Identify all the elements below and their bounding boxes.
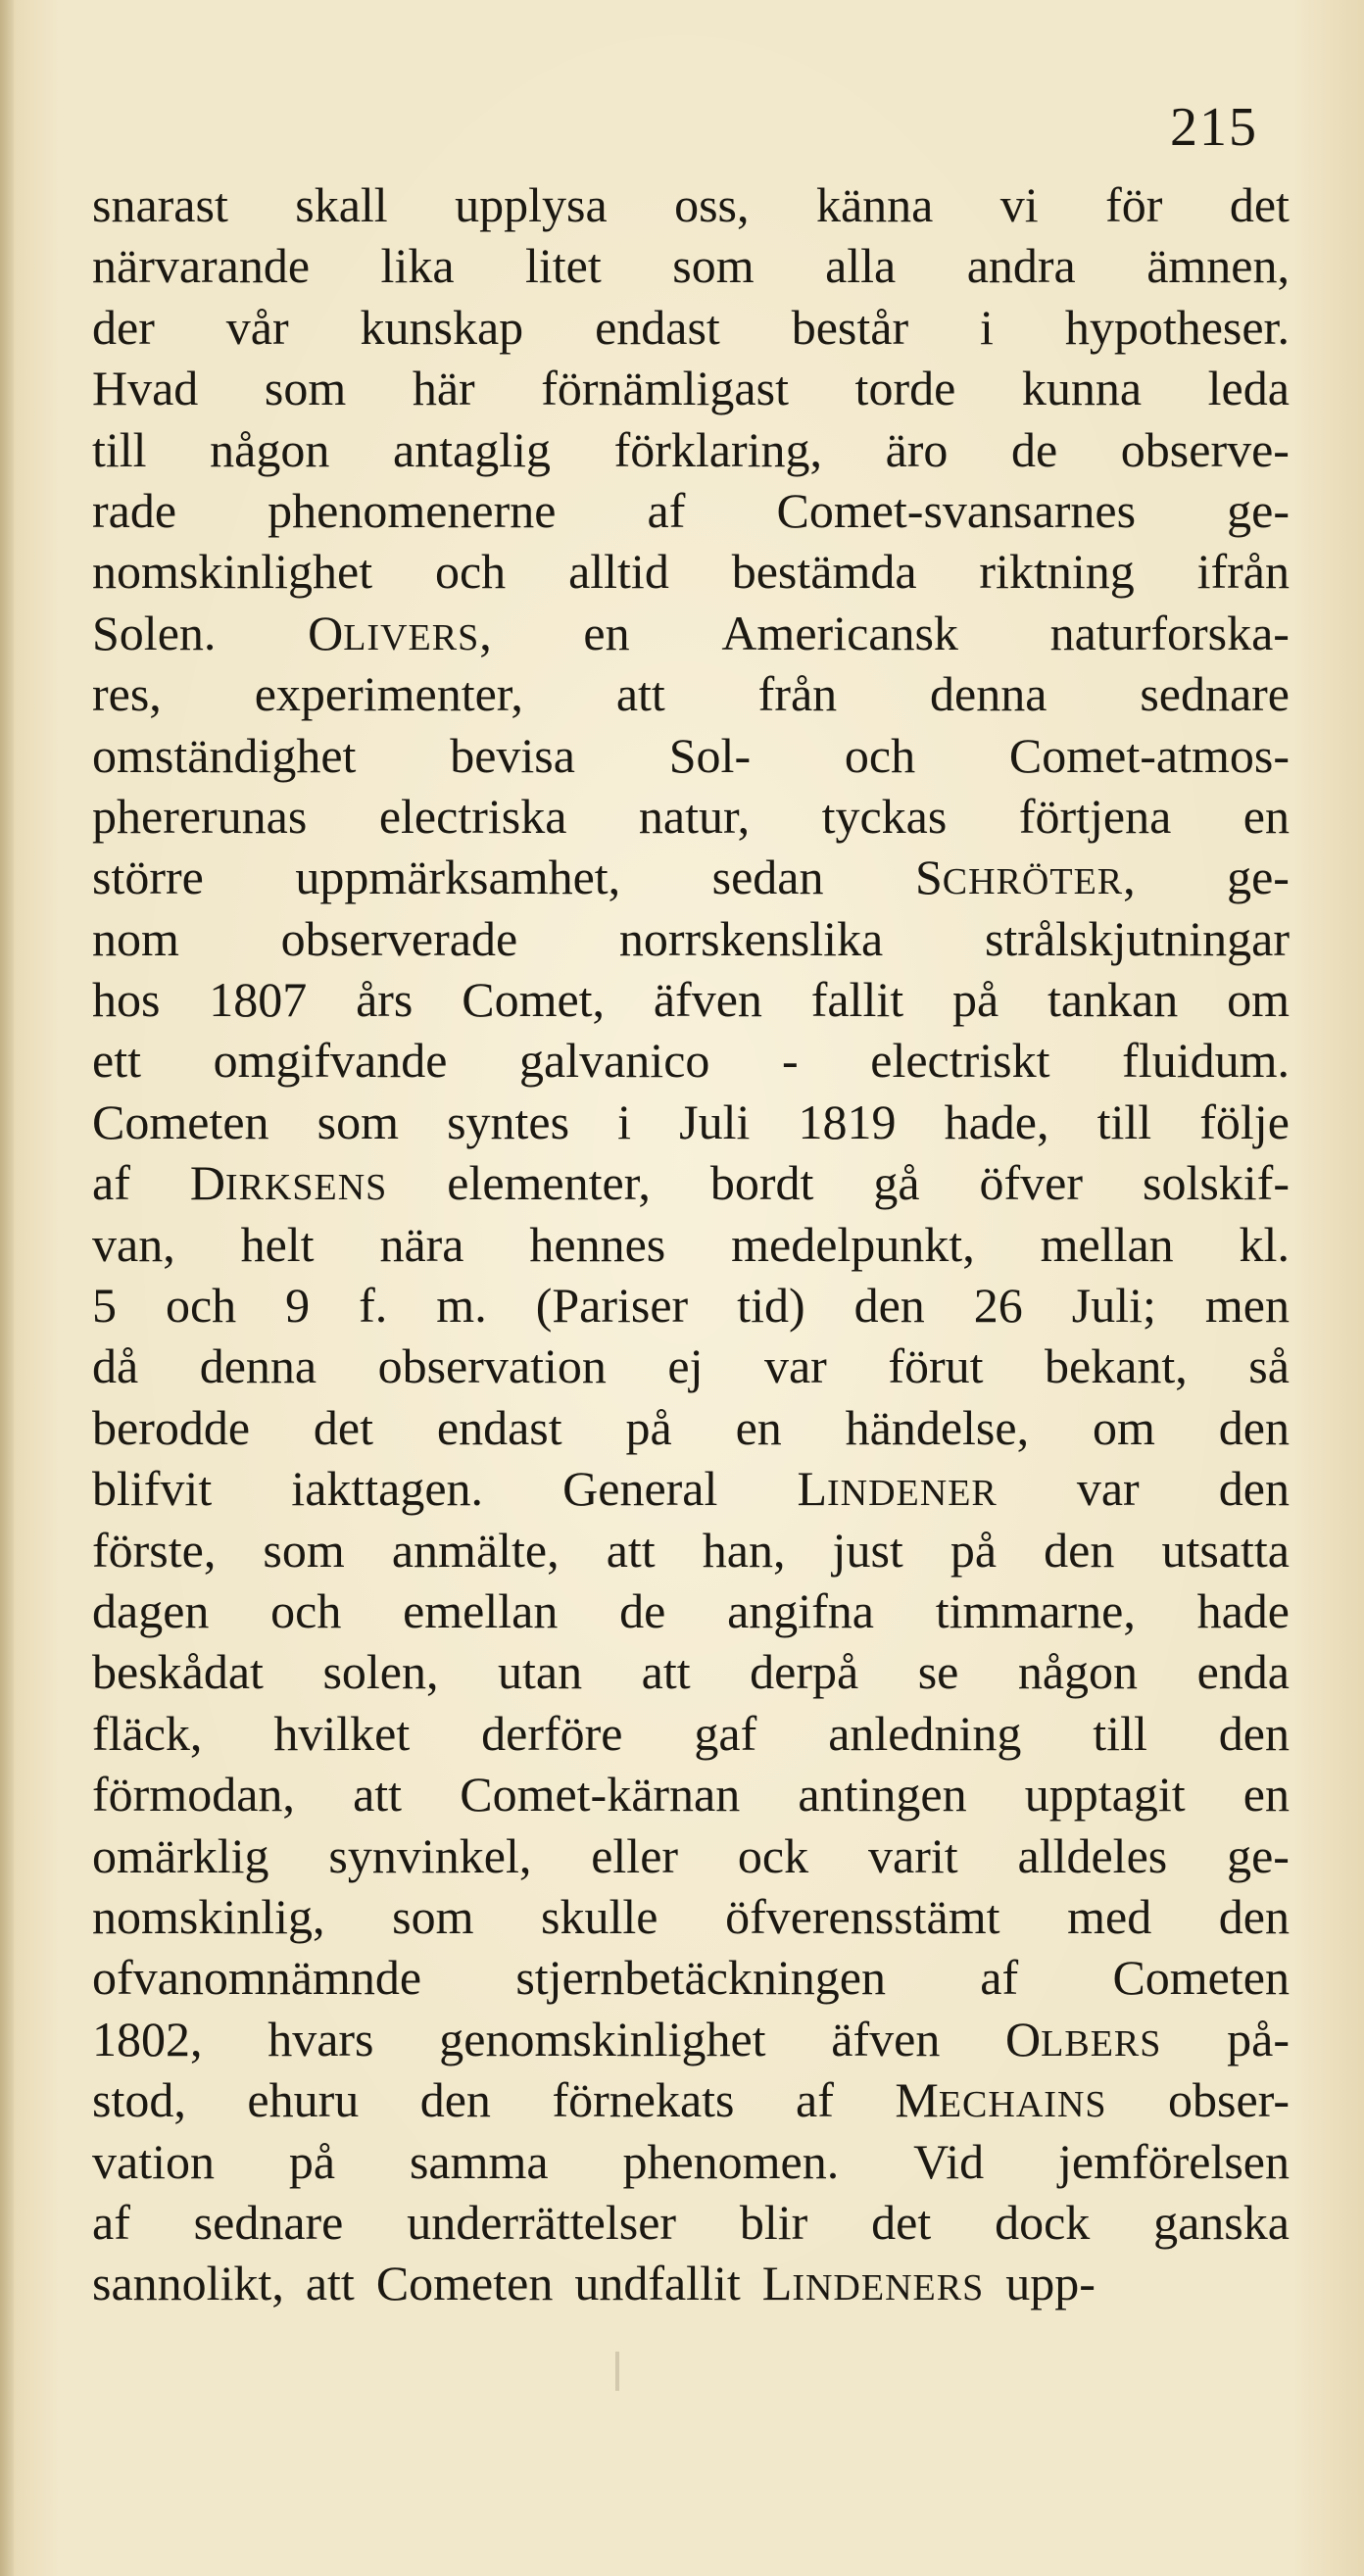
word: består [791, 299, 909, 355]
text-line [92, 480, 1290, 541]
word: riktning [979, 544, 1135, 600]
word: OLIVERS, [308, 605, 492, 660]
word: af [796, 2072, 834, 2128]
word: derpå [750, 1644, 859, 1700]
text-line [92, 2009, 1290, 2069]
word: emellan [403, 1582, 559, 1638]
word: f. [359, 1278, 388, 1334]
word: ehuru [247, 2072, 360, 2128]
word: Juli [679, 1094, 751, 1149]
text-line [92, 1397, 1290, 1458]
word: den [1044, 1522, 1115, 1578]
word: hade, [944, 1094, 1049, 1149]
word: samma [409, 2133, 549, 2189]
word: galvanico [519, 1033, 710, 1089]
word: att [305, 2256, 355, 2311]
word: äfven [653, 972, 762, 1028]
word: någon [210, 421, 330, 477]
word: en [735, 1399, 782, 1455]
word: om [1227, 972, 1290, 1028]
word: blir [739, 2194, 808, 2250]
text-line [92, 2131, 1290, 2192]
word: torde [854, 361, 956, 416]
word: utan [498, 1644, 583, 1700]
text-line [92, 1764, 1290, 1824]
word: - [782, 1033, 799, 1089]
word: mellan [1040, 1216, 1174, 1272]
word: större [92, 850, 204, 905]
word: MECHAINS [895, 2072, 1107, 2128]
word: observerade [280, 910, 518, 966]
text-line [92, 1947, 1290, 2008]
word: från [757, 666, 838, 722]
text-line [92, 2253, 1290, 2313]
word: kl. [1239, 1216, 1290, 1272]
word: nära [379, 1216, 464, 1272]
word: upp- [1005, 2256, 1096, 2311]
word: Comet-kärnan [460, 1767, 741, 1823]
word: äfven [831, 2011, 941, 2066]
body-text [92, 174, 1290, 2314]
ink-smudge [615, 2352, 619, 2391]
word: och [270, 1582, 342, 1638]
word: blifvit [92, 1461, 213, 1517]
word: nom [92, 910, 179, 966]
word: timmarne, [935, 1582, 1136, 1638]
text-line [92, 847, 1290, 907]
word: antaglig [392, 421, 551, 477]
word: sannolikt, [92, 2256, 284, 2311]
word: de [619, 1582, 666, 1638]
word: m. [436, 1278, 487, 1334]
word: denna [930, 666, 1047, 722]
word: kunskap [360, 299, 524, 355]
word: strålskjutningar [984, 910, 1290, 966]
text-line [92, 663, 1290, 724]
word: de [1011, 421, 1058, 477]
text-line [92, 358, 1290, 418]
word: en [1242, 1767, 1290, 1823]
word: utsatta [1161, 1522, 1290, 1578]
word: som [263, 1522, 345, 1578]
word: derföre [481, 1705, 623, 1761]
text-line [92, 786, 1290, 847]
word: var [763, 1338, 827, 1394]
word: Americansk [721, 605, 958, 660]
word: som [264, 361, 347, 416]
word: till [1093, 1705, 1147, 1761]
word: den [1218, 1705, 1290, 1761]
word: andra [966, 238, 1076, 294]
word: äro [885, 421, 949, 477]
word: hvars [268, 2011, 374, 2066]
text-line [92, 1092, 1290, 1152]
text-line [92, 174, 1290, 235]
word: leda [1207, 361, 1290, 416]
text-line [92, 1275, 1290, 1336]
word: Sol- [668, 727, 752, 783]
word: berodde [92, 1399, 251, 1455]
word: förmodan, [92, 1767, 295, 1823]
word: det [1229, 177, 1290, 232]
word: vi [999, 177, 1039, 232]
word: förklaring, [613, 421, 823, 477]
word: ge- [1227, 482, 1290, 538]
word: Vid [913, 2133, 985, 2189]
word: uppmärksamhet, [295, 850, 621, 905]
word: varit [868, 1827, 958, 1883]
word: SCHRÖTER, [914, 850, 1136, 905]
word: och [844, 727, 916, 783]
word: electriskt [870, 1033, 1050, 1089]
word: obser- [1168, 2072, 1290, 2128]
text-line [92, 969, 1290, 1030]
word: experimenter, [254, 666, 523, 722]
word: ge- [1227, 850, 1290, 905]
word: hos [92, 972, 161, 1028]
word: det [871, 2194, 932, 2250]
word: observation [377, 1338, 607, 1394]
word: förtjena [1018, 788, 1172, 844]
text-line [92, 1458, 1290, 1519]
text-line [92, 419, 1290, 480]
word: af [647, 482, 686, 538]
word: jemförelsen [1057, 2133, 1290, 2189]
word: sednare [193, 2194, 344, 2250]
word: ock [737, 1827, 809, 1883]
word: och [165, 1278, 237, 1334]
page-number: 215 [1170, 97, 1258, 158]
word: Comet, [462, 972, 606, 1028]
word: Solen. [92, 605, 217, 660]
word: ganska [1153, 2194, 1290, 2250]
text-line [92, 725, 1290, 786]
word: nomskinlig, [92, 1888, 325, 1944]
word: LINDENER [797, 1461, 998, 1517]
text-line [92, 1152, 1290, 1213]
word: litet [525, 238, 602, 294]
word: gå [873, 1155, 920, 1211]
word: skall [295, 177, 388, 232]
word: den [1218, 1461, 1290, 1517]
text-line [92, 235, 1290, 296]
word: fläck, [92, 1705, 203, 1761]
word: ej [667, 1338, 704, 1394]
word: då [92, 1338, 139, 1394]
word: alla [825, 238, 897, 294]
word: 1802, [92, 2011, 203, 2066]
word: omärklig [92, 1827, 269, 1883]
word: naturforska- [1049, 605, 1290, 660]
word: sedan [711, 850, 824, 905]
word: ämnen, [1146, 238, 1290, 294]
word: förnekats [552, 2072, 735, 2128]
word: kunna [1021, 361, 1143, 416]
word: bevisa [450, 727, 575, 783]
word: så [1248, 1338, 1290, 1394]
word: alltid [568, 544, 669, 600]
word: förste, [92, 1522, 217, 1578]
word: ofvanomnämnde [92, 1950, 422, 2006]
word: tyckas [821, 788, 948, 844]
word: förnämligast [541, 361, 789, 416]
word: observe- [1120, 421, 1290, 477]
word: bekant, [1045, 1338, 1188, 1394]
word: på [625, 1399, 672, 1455]
word: iakttagen. [291, 1461, 484, 1517]
word: tid) [737, 1278, 805, 1334]
word: der [92, 299, 155, 355]
word: med [1067, 1888, 1152, 1944]
word: DIRKSENS [189, 1155, 388, 1211]
text-line [92, 908, 1290, 969]
word: norrskenslika [618, 910, 884, 966]
word: af [92, 2194, 130, 2250]
word: just [832, 1522, 903, 1578]
word: 26 [973, 1278, 1023, 1334]
word: LINDENERS [761, 2256, 985, 2311]
word: stjernbetäckningen [515, 1950, 886, 2006]
word: hennes [529, 1216, 666, 1272]
text-line [92, 1030, 1290, 1091]
text-line [92, 541, 1290, 602]
text-line [92, 1886, 1290, 1947]
text-line [92, 2069, 1290, 2130]
word: phenomen. [622, 2133, 840, 2189]
word: till [1096, 1094, 1152, 1149]
word: angifna [727, 1582, 874, 1638]
text-line [92, 603, 1290, 663]
word: endast [436, 1399, 562, 1455]
word: anmälte, [391, 1522, 560, 1578]
word: att [615, 666, 665, 722]
word: var [1076, 1461, 1140, 1517]
word: om [1092, 1399, 1155, 1455]
word: syntes [447, 1094, 570, 1149]
text-line [92, 1520, 1290, 1580]
word: att [606, 1522, 656, 1578]
text-line [92, 1703, 1290, 1764]
word: eller [591, 1827, 679, 1883]
word: stod, [92, 2072, 186, 2128]
word: 1819 [798, 1094, 897, 1149]
word: den [1218, 1888, 1290, 1944]
word: af [92, 1155, 130, 1211]
word: underrättelser [407, 2194, 677, 2250]
word: nomskinlighet [92, 544, 373, 600]
word: i [980, 299, 994, 355]
text-line [92, 1214, 1290, 1275]
word: hvilket [273, 1705, 411, 1761]
word: OLBERS [1005, 2011, 1162, 2066]
word: tankan [1047, 972, 1179, 1028]
word: för [1105, 177, 1163, 232]
word: ett [92, 1033, 141, 1089]
word: rade [92, 482, 177, 538]
word: hade [1196, 1582, 1290, 1638]
word: Cometen [1112, 1950, 1290, 2006]
word: en [583, 605, 630, 660]
word: på [951, 972, 999, 1028]
word: närvarande [92, 238, 311, 294]
word: antingen [798, 1767, 967, 1823]
page-gutter-edge [0, 0, 14, 2576]
word: solskif- [1142, 1155, 1290, 1211]
word: dock [995, 2194, 1091, 2250]
word: electriska [378, 788, 567, 844]
word: 1807 [209, 972, 308, 1028]
word: phenomenerne [268, 482, 557, 538]
word: Comet-svansarnes [776, 482, 1137, 538]
word: oss, [674, 177, 750, 232]
text-line [92, 297, 1290, 358]
word: enda [1196, 1644, 1290, 1700]
word: som [392, 1888, 474, 1944]
word: endast [595, 299, 720, 355]
word: här [412, 361, 475, 416]
word: och [434, 544, 507, 600]
word: upplysa [455, 177, 608, 232]
word: solen, [322, 1644, 439, 1700]
text-line [92, 1336, 1290, 1396]
text-line [92, 2192, 1290, 2253]
word: res, [92, 666, 162, 722]
word: dagen [92, 1582, 210, 1638]
word: års [356, 972, 414, 1028]
word: i [617, 1094, 632, 1149]
word: se [917, 1644, 959, 1700]
word: alldeles [1017, 1827, 1168, 1883]
word: som [317, 1094, 399, 1149]
word: Juli; [1071, 1278, 1156, 1334]
word: beskådat [92, 1644, 264, 1700]
word: snarast [92, 177, 228, 232]
word: känna [815, 177, 934, 232]
word: af [980, 1950, 1019, 2006]
word: denna [199, 1338, 317, 1394]
word: fluidum. [1122, 1033, 1290, 1089]
word: händelse, [845, 1399, 1030, 1455]
word: ifrån [1196, 544, 1290, 600]
word: Comet-atmos- [1008, 727, 1290, 783]
word: Hvad [92, 361, 199, 416]
word: bordt [709, 1155, 814, 1211]
word: hypotheser. [1064, 299, 1290, 355]
word: undfallit [574, 2256, 741, 2311]
word: van, [92, 1216, 175, 1272]
word: en [1242, 788, 1290, 844]
word: upptagit [1024, 1767, 1186, 1823]
word: omständighet [92, 727, 357, 783]
word: följe [1199, 1094, 1290, 1149]
text-line [92, 1580, 1290, 1641]
word: omgifvande [213, 1033, 448, 1089]
word: ge- [1227, 1827, 1290, 1883]
word: men [1204, 1278, 1290, 1334]
word: gaf [694, 1705, 757, 1761]
word: Cometen [92, 1094, 269, 1149]
word: helt [240, 1216, 315, 1272]
word: den [419, 2072, 491, 2128]
word: förut [888, 1338, 984, 1394]
word: öfver [979, 1155, 1084, 1211]
word: genomskinlighet [439, 2011, 766, 2066]
word: 5 [92, 1278, 117, 1334]
word: att [353, 1767, 403, 1823]
word: lika [380, 238, 455, 294]
word: på [288, 2133, 336, 2189]
word: fallit [810, 972, 904, 1028]
word: (Pariser [535, 1278, 689, 1334]
word: phererunas [92, 788, 308, 844]
word: någon [1017, 1644, 1139, 1700]
word: skulle [541, 1888, 658, 1944]
word: att [641, 1644, 691, 1700]
word: som [672, 238, 755, 294]
word: synvinkel, [328, 1827, 532, 1883]
word: till [92, 421, 147, 477]
word: Cometen [375, 2256, 554, 2311]
word: vation [92, 2133, 215, 2189]
word: han, [702, 1522, 786, 1578]
word: General [562, 1461, 718, 1517]
word: öfverensstämt [725, 1888, 1000, 1944]
word: på- [1227, 2011, 1290, 2066]
word: natur, [638, 788, 751, 844]
word: på [950, 1522, 998, 1578]
word: 9 [285, 1278, 311, 1334]
word: den [1218, 1399, 1290, 1455]
word: elementer, [447, 1155, 651, 1211]
word: sednare [1140, 666, 1290, 722]
text-line [92, 1825, 1290, 1886]
word: anledning [828, 1705, 1022, 1761]
word: bestämda [731, 544, 917, 600]
word: vår [225, 299, 289, 355]
word: den [853, 1278, 925, 1334]
word: det [313, 1399, 374, 1455]
text-line [92, 1641, 1290, 1702]
word: medelpunkt, [731, 1216, 975, 1272]
